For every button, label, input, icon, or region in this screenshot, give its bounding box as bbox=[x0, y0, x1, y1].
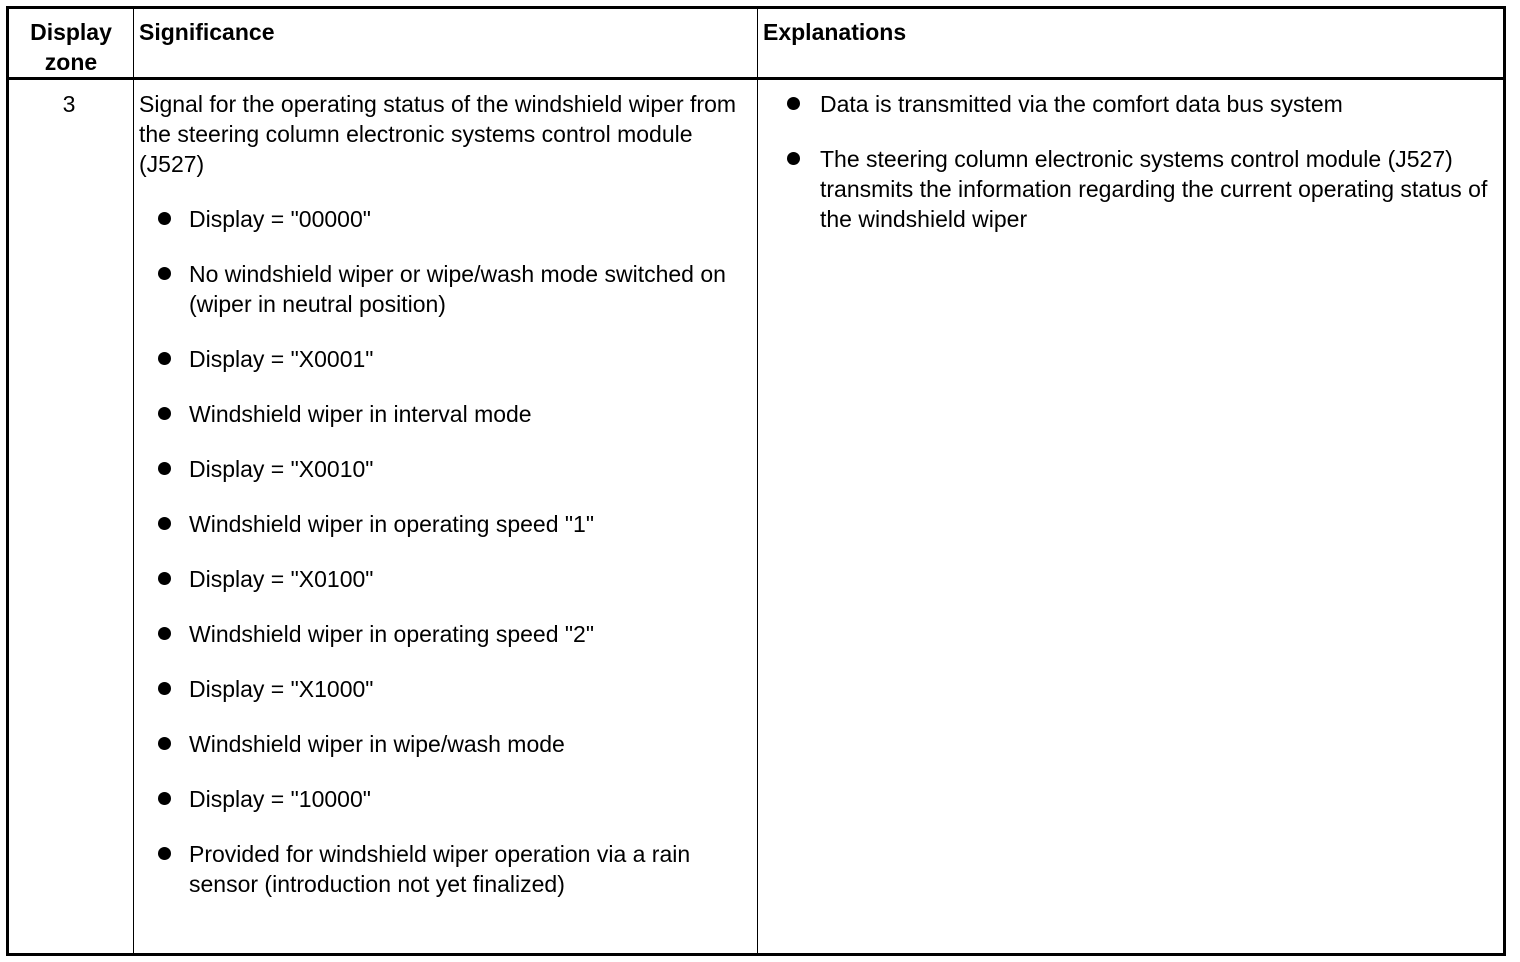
bullet-icon bbox=[158, 572, 171, 585]
significance-cell bbox=[139, 89, 749, 924]
list-item: No windshield wiper or wipe/wash mode switched on (wiper in neutral position) bbox=[139, 259, 749, 319]
bullet-icon bbox=[158, 682, 171, 695]
list-item: Windshield wiper in wipe/wash mode bbox=[139, 729, 749, 759]
list-item: Display = "X0010" bbox=[139, 454, 749, 484]
bullet-icon bbox=[158, 352, 171, 365]
column-divider bbox=[757, 9, 758, 953]
bullet-icon bbox=[158, 462, 171, 475]
header-explanations: Explanations bbox=[763, 19, 907, 45]
list-item: The steering column electronic systems control module (J527) transmits the information regarding the current operating status of the windshield wiper bbox=[763, 144, 1503, 234]
bullet-icon bbox=[158, 517, 171, 530]
list-item: Display = "X0100" bbox=[139, 564, 749, 594]
bullet-icon bbox=[158, 792, 171, 805]
bullet-icon bbox=[158, 407, 171, 420]
bullet-icon bbox=[158, 737, 171, 750]
bullet-icon bbox=[158, 627, 171, 640]
header-divider bbox=[9, 77, 1503, 80]
list-item: Windshield wiper in operating speed "1" bbox=[139, 509, 749, 539]
bullet-icon bbox=[787, 152, 800, 165]
list-item: Windshield wiper in interval mode bbox=[139, 399, 749, 429]
explanations-cell bbox=[763, 89, 1503, 259]
display-zone-value: 3 bbox=[62, 91, 76, 117]
significance-intro: Signal for the operating status of the windshield wiper from the steering column electronic systems control module (J527) bbox=[139, 91, 737, 177]
column-divider bbox=[133, 9, 134, 953]
header-significance: Significance bbox=[139, 19, 275, 45]
bullet-icon bbox=[158, 847, 171, 860]
bullet-icon bbox=[158, 212, 171, 225]
list-item: Windshield wiper in operating speed "2" bbox=[139, 619, 749, 649]
significance-list bbox=[139, 204, 749, 899]
bullet-icon bbox=[158, 267, 171, 280]
list-item: Data is transmitted via the comfort data bus system bbox=[763, 89, 1503, 119]
bullet-icon bbox=[787, 97, 800, 110]
explanations-list bbox=[763, 89, 1503, 234]
list-item: Display = "10000" bbox=[139, 784, 749, 814]
list-item: Display = "00000" bbox=[139, 204, 749, 234]
list-item: Provided for windshield wiper operation via a rain sensor (introduction not yet finalized) bbox=[139, 839, 749, 899]
list-item: Display = "X1000" bbox=[139, 674, 749, 704]
info-table bbox=[6, 6, 1506, 956]
list-item: Display = "X0001" bbox=[139, 344, 749, 374]
header-display-zone: Display zone bbox=[30, 19, 112, 75]
